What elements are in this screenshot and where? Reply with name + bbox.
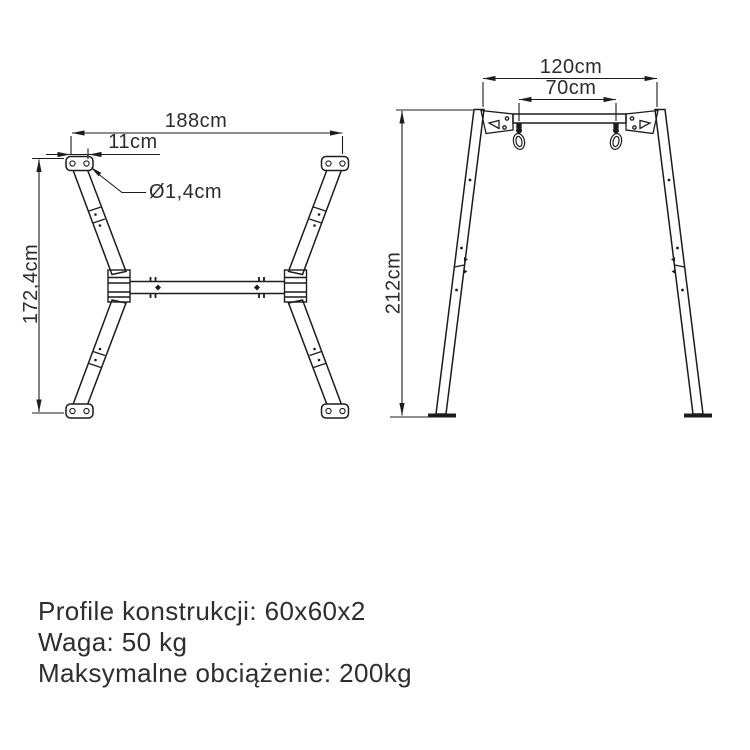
spec-line-max-load: Maksymalne obciążenie: 200kg <box>38 658 412 688</box>
foot-base-left <box>428 414 456 418</box>
top-view-leg <box>73 169 126 275</box>
dim-foot-plate <box>46 131 160 159</box>
dim-hole-diameter <box>91 167 223 203</box>
dim-label-top-beam: 120cm <box>539 56 603 78</box>
spec-text-block <box>38 596 412 689</box>
swing-hook-left <box>512 123 526 151</box>
leg-bolt-dots <box>94 213 320 361</box>
foot-base-right <box>684 414 712 418</box>
front-leg-bolt-dots <box>455 179 684 292</box>
dim-label-foot-plate: 11cm <box>108 131 158 153</box>
beam-weld-nubs <box>151 277 265 298</box>
swing-hook-right <box>609 123 623 151</box>
front-view-leg <box>655 110 703 415</box>
top-view-leg <box>73 300 126 406</box>
front-view <box>428 110 712 418</box>
dim-label-hook-spacing: 70cm <box>545 77 597 99</box>
top-beam <box>513 114 626 123</box>
junction-bracket <box>108 270 307 302</box>
top-view-leg <box>289 169 342 275</box>
leg-splice-joints <box>455 257 685 274</box>
leg-bolt-marks <box>89 207 326 368</box>
dim-label-height: 212cm <box>382 251 405 315</box>
cross-beam <box>130 282 285 294</box>
top-view-leg <box>289 300 342 406</box>
top-view-dimensions <box>20 110 343 413</box>
spec-line-weight: Waga: 50 kg <box>38 627 188 657</box>
front-view-leg <box>436 110 484 415</box>
dim-label-hole-diameter: Ø1,4cm <box>149 181 223 203</box>
dim-label-frame-depth: 172,4cm <box>20 243 42 325</box>
dim-height <box>383 110 474 417</box>
dim-frame-depth <box>20 159 64 414</box>
dim-label-total-width: 188cm <box>164 110 228 132</box>
beam-bolts <box>155 285 260 291</box>
spec-line-profile: Profile konstrukcji: 60x60x2 <box>38 596 366 626</box>
front-view-dimensions <box>383 56 658 417</box>
